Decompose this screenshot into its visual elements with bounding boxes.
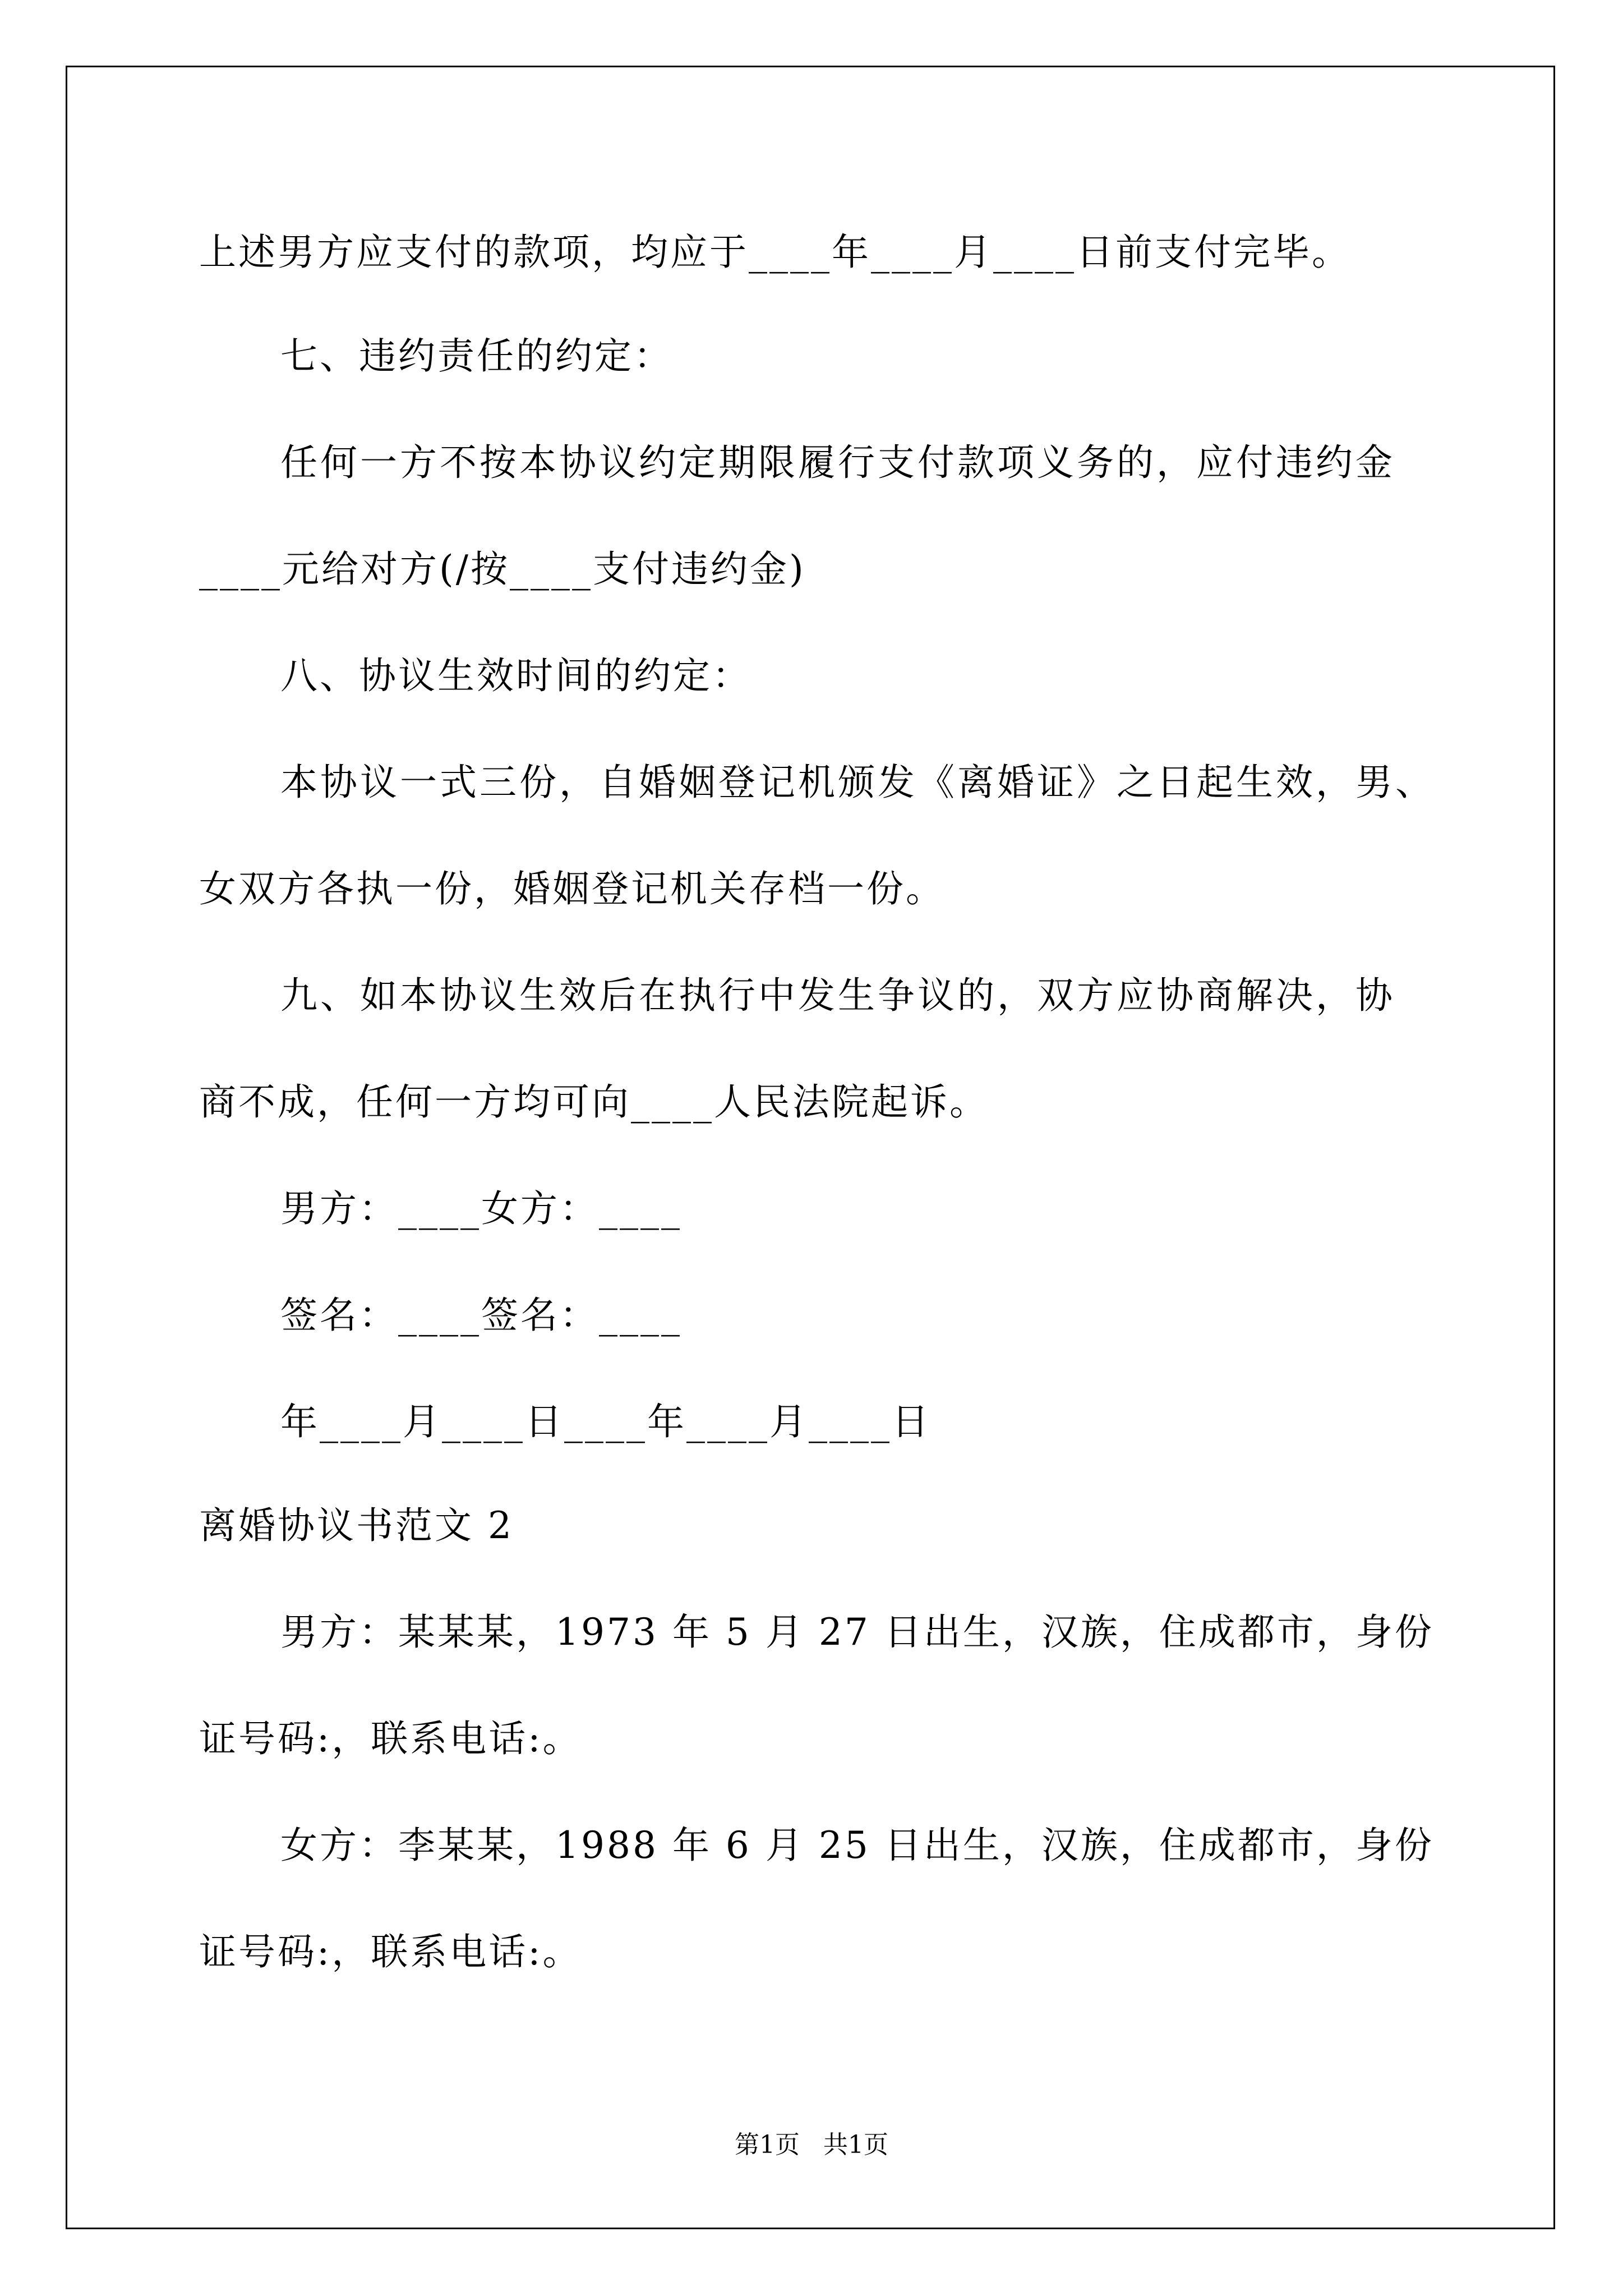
section-heading-breach: 七、违约责任的约定：: [280, 334, 673, 378]
text-line-husband-2: 证号码:，联系电话:。: [199, 1717, 582, 1760]
text-line-signatures: 签名：____签名：____: [280, 1294, 682, 1337]
text-line-payment-deadline: 上述男方应支付的款项，均应于____年____月____日前支付完毕。: [199, 231, 1351, 274]
text-line-breach-1: 任何一方不按本协议约定期限履行支付款项义务的，应付违约金: [280, 441, 1395, 484]
text-line-dispute-2: 商不成，任何一方均可向____人民法院起诉。: [199, 1080, 989, 1124]
text-line-husband-1: 男方：某某某，1973 年 5 月 27 日出生，汉族，住成都市，身份: [280, 1611, 1434, 1654]
page-footer: 第1页 共1页: [735, 2131, 888, 2159]
page-border: [66, 66, 1555, 2229]
text-line-parties: 男方：____女方：____: [280, 1187, 682, 1230]
text-line-effective-2: 女双方各执一份，婚姻登记机关存档一份。: [199, 867, 945, 910]
document-subtitle: 离婚协议书范文 2: [199, 1504, 514, 1547]
text-line-effective-1: 本协议一式三份，自婚姻登记机颁发《离婚证》之日起生效，男、: [280, 761, 1435, 804]
section-heading-effective: 八、协议生效时间的约定：: [280, 654, 751, 697]
text-line-wife-1: 女方：李某某，1988 年 6 月 25 日出生，汉族，住成都市，身份: [280, 1824, 1434, 1867]
text-line-wife-2: 证号码:，联系电话:。: [199, 1930, 582, 1973]
text-line-dates: 年____月____日____年____月____日: [280, 1400, 931, 1443]
text-line-breach-2: ____元给对方(/按____支付违约金): [199, 547, 806, 591]
text-line-dispute-1: 九、如本协议生效后在执行中发生争议的，双方应协商解决，协: [280, 974, 1395, 1017]
